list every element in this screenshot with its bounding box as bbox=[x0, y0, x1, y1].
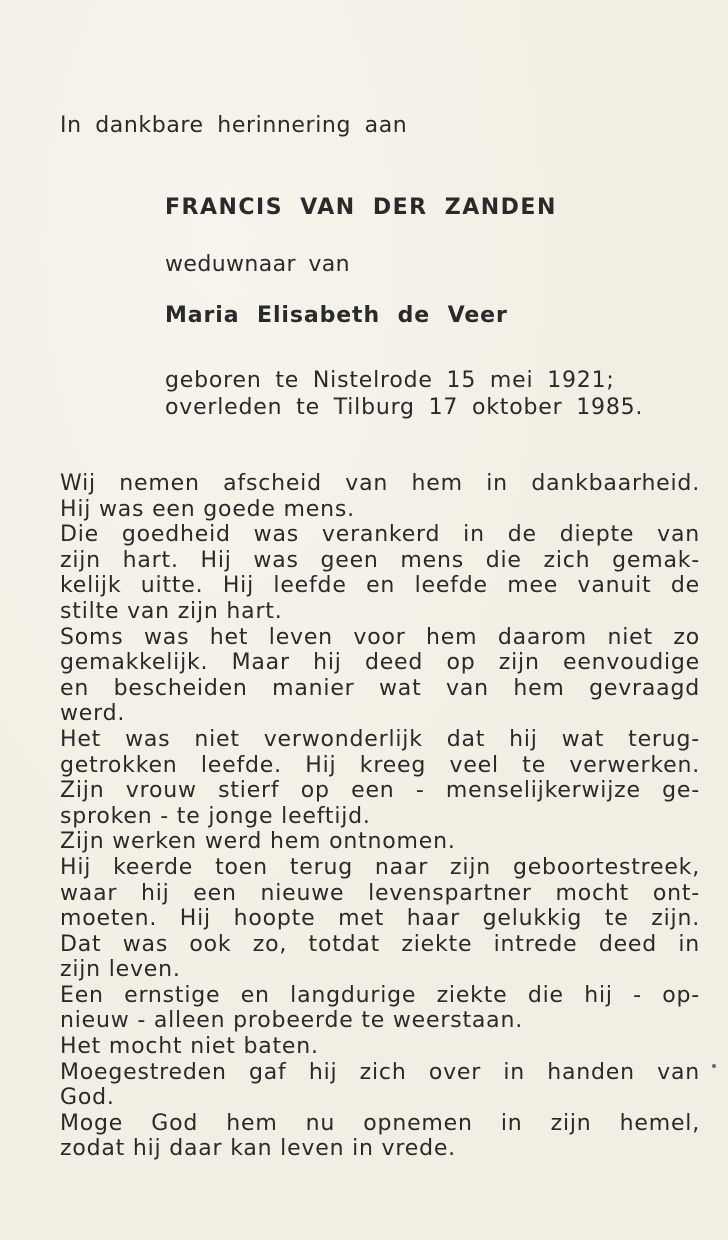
memorial-text bbox=[60, 471, 700, 1162]
memorial-text-line: nieuw - alleen probeerde te weerstaan. bbox=[60, 1008, 523, 1034]
memorial-text-line: Het was niet verwonderlijk dat hij wat terug- bbox=[60, 726, 700, 752]
memorial-text-line: Hij was een goede mens. bbox=[60, 496, 355, 522]
memorial-text-line: Wij nemen afscheid van hem in dankbaarheid. bbox=[60, 471, 700, 496]
birth-line: geboren te Nistelrode 15 mei 1921; bbox=[165, 368, 615, 393]
memorial-text-line: sproken - te jonge leeftijd. bbox=[60, 803, 371, 829]
memorial-text-line: Een ernstige en langdurige ziekte die hij - op- bbox=[60, 982, 700, 1008]
memorial-text-line: stilte van zijn hart. bbox=[60, 598, 283, 624]
memorial-text-line: Moegestreden gaf hij zich over in handen van bbox=[60, 1059, 700, 1085]
memorial-text-line: God. bbox=[60, 1085, 115, 1111]
memorial-text-line: werd. bbox=[60, 701, 126, 727]
memorial-text-line: moeten. Hij hoopte met haar gelukkig te zijn. bbox=[60, 906, 700, 932]
memorial-text-line: gemakkelijk. Maar hij deed op zijn eenvoudige bbox=[60, 650, 700, 676]
memorial-text-line: waar hij een nieuwe levenspartner mocht ont- bbox=[60, 880, 700, 906]
memorial-text-line: kelijk uitte. Hij leefde en leefde mee vanuit de bbox=[60, 573, 700, 599]
memorial-text-line: zijn leven. bbox=[60, 957, 181, 983]
relation-text: weduwnaar van bbox=[165, 252, 351, 277]
memorial-text-line: zodat hij daar kan leven in vrede. bbox=[60, 1136, 456, 1162]
deceased-name: FRANCIS VAN DER ZANDEN bbox=[165, 195, 557, 220]
memorial-text-line: getrokken leefde. Hij kreeg veel te verwerken. bbox=[60, 752, 700, 778]
life-dates bbox=[165, 367, 643, 421]
spouse-name: Maria Elisabeth de Veer bbox=[165, 303, 508, 328]
memorial-text-line: Soms was het leven voor hem daarom niet zo bbox=[60, 624, 700, 650]
death-line: overleden te Tilburg 17 oktober 1985. bbox=[165, 395, 644, 420]
intro-text: In dankbare herinnering aan bbox=[60, 113, 408, 138]
memorial-text-line: Die goedheid was verankerd in de diepte van bbox=[60, 522, 700, 548]
memorial-text-line: Zijn werken werd hem ontnomen. bbox=[60, 829, 456, 855]
memorial-text-line: Dat was ook zo, totdat ziekte intrede deed in bbox=[60, 931, 700, 957]
memorial-text-line: en bescheiden manier wat van hem gevraagd bbox=[60, 675, 700, 701]
memorial-text-line: Het mocht niet baten. bbox=[60, 1034, 319, 1060]
memorial-text-line: Hij keerde toen terug naar zijn geboortestreek, bbox=[60, 854, 700, 880]
memorial-text-line: Zijn vrouw stierf op een - menselijkerwijze ge- bbox=[60, 778, 700, 804]
paper-speck bbox=[712, 1064, 716, 1068]
memorial-text-line: Moge God hem nu opnemen in zijn hemel, bbox=[60, 1110, 700, 1136]
memorial-text-line: zijn hart. Hij was geen mens die zich gemak- bbox=[60, 547, 700, 573]
